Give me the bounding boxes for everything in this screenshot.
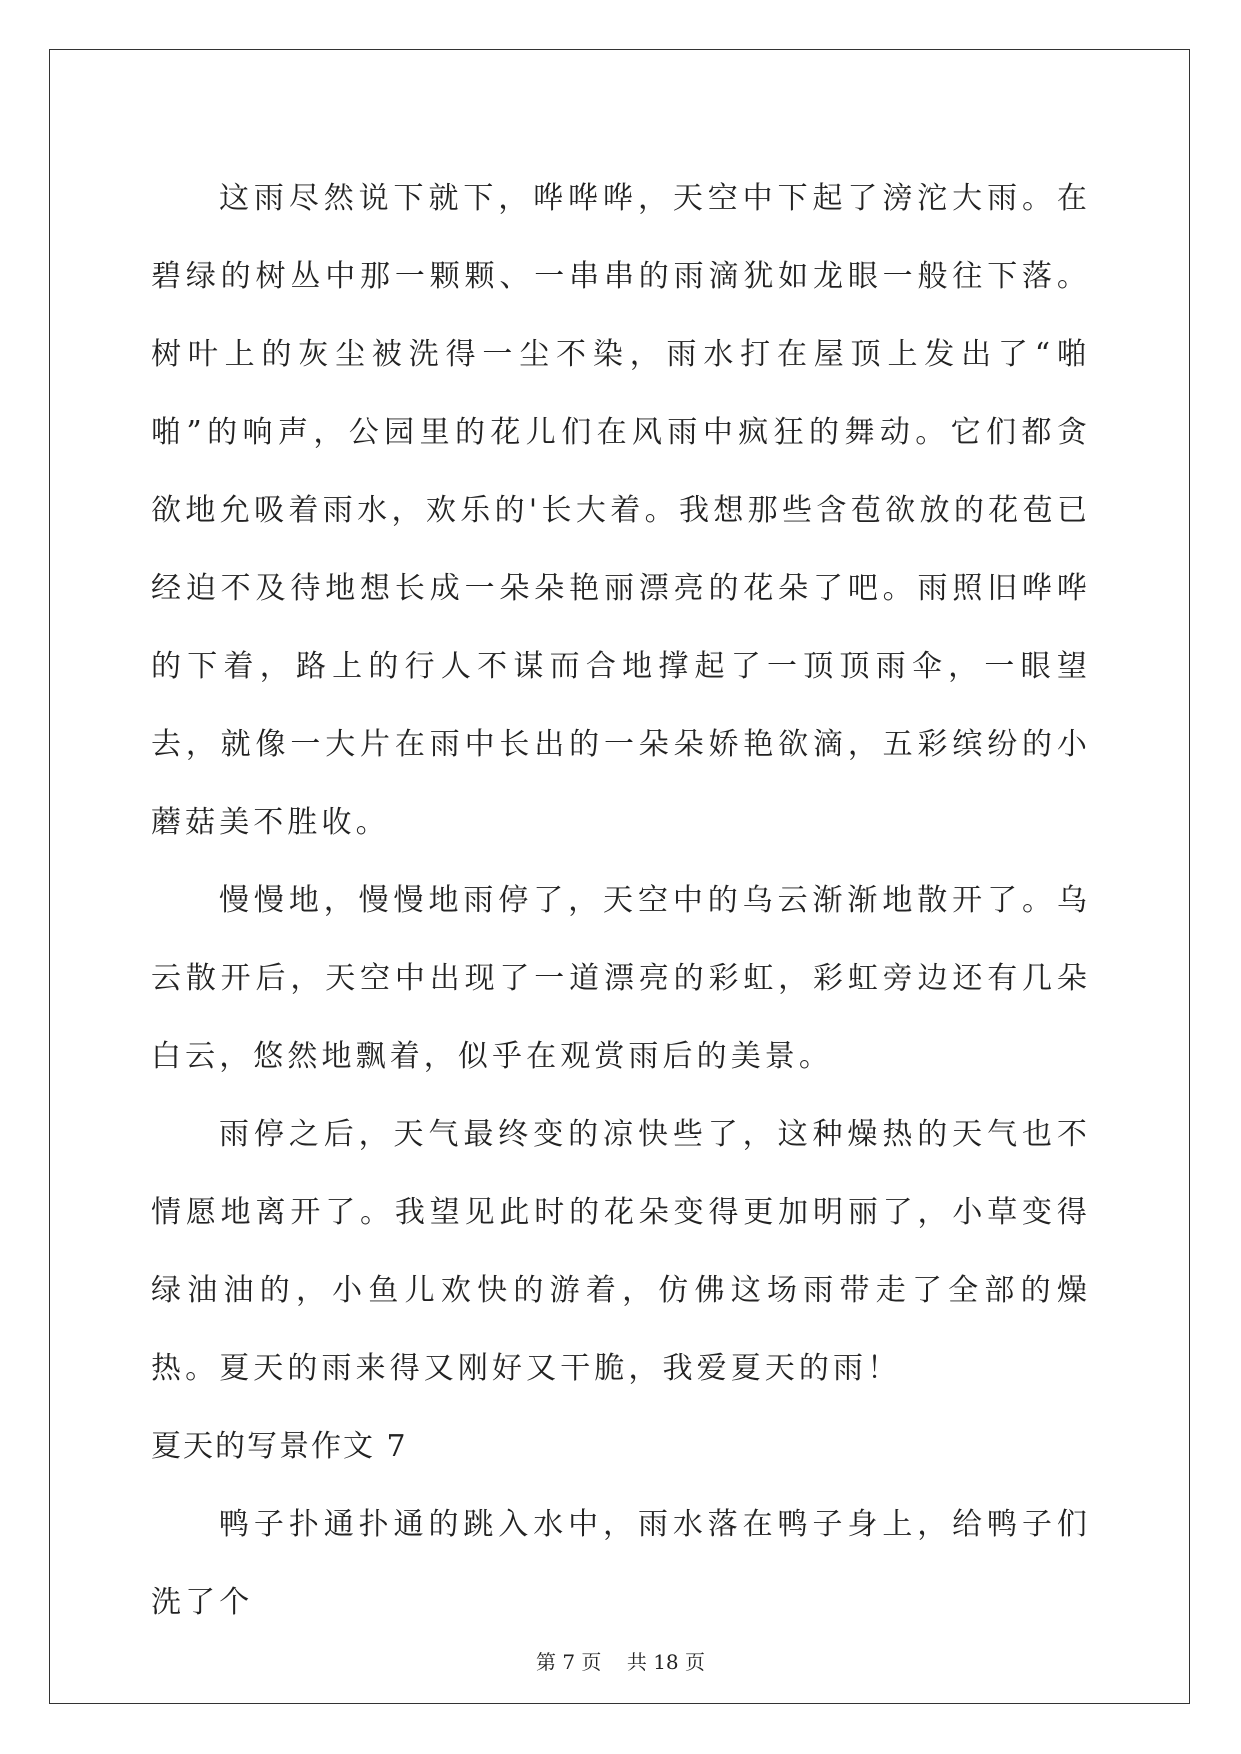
paragraph-4: 鸭子扑通扑通的跳入水中，雨水落在鸭子身上，给鸭子们洗了个 xyxy=(151,1507,1091,1620)
paragraph-3: 雨停之后，天气最终变的凉快些了，这种燥热的天气也不情愿地离开了。我望见此时的花朵变得更加明丽了，小草变得绿油油的，小鱼儿欢快的游着，仿佛这场雨带走了全部的燥热。夏天的雨来得又刚好又干脆，我爱夏天的雨！ xyxy=(151,1117,1091,1386)
page-number-footer: 第 7 页 共 18 页 xyxy=(535,1650,706,1674)
paragraph-2: 慢慢地，慢慢地雨停了，天空中的乌云渐渐地散开了。乌云散开后，天空中出现了一道漂亮的彩虹，彩虹旁边还有几朵白云，悠然地飘着，似乎在观赏雨后的美景。 xyxy=(151,883,1091,1074)
document-body xyxy=(151,160,1091,1642)
paragraph-1: 这雨尽然说下就下，哗哗哗，天空中下起了滂沱大雨。在碧绿的树丛中那一颗颗、一串串的雨滴犹如龙眼一般往下落。树叶上的灰尘被洗得一尘不染，雨水打在屋顶上发出了“啪啪”的响声，公园里的花儿们在风雨中疯狂的舞动。它们都贪欲地允吸着雨水，欢乐的'长大着。我想那些含苞欲放的花苞已经迫不及待地想长成一朵朵艳丽漂亮的花朵了吧。雨照旧哗哗的下着，路上的行人不谋而合地撑起了一顶顶雨伞，一眼望去，就像一大片在雨中长出的一朵朵娇艳欲滴，五彩缤纷的小蘑菇美不胜收。 xyxy=(151,181,1091,840)
section-heading: 夏天的写景作文 7 xyxy=(151,1429,408,1464)
